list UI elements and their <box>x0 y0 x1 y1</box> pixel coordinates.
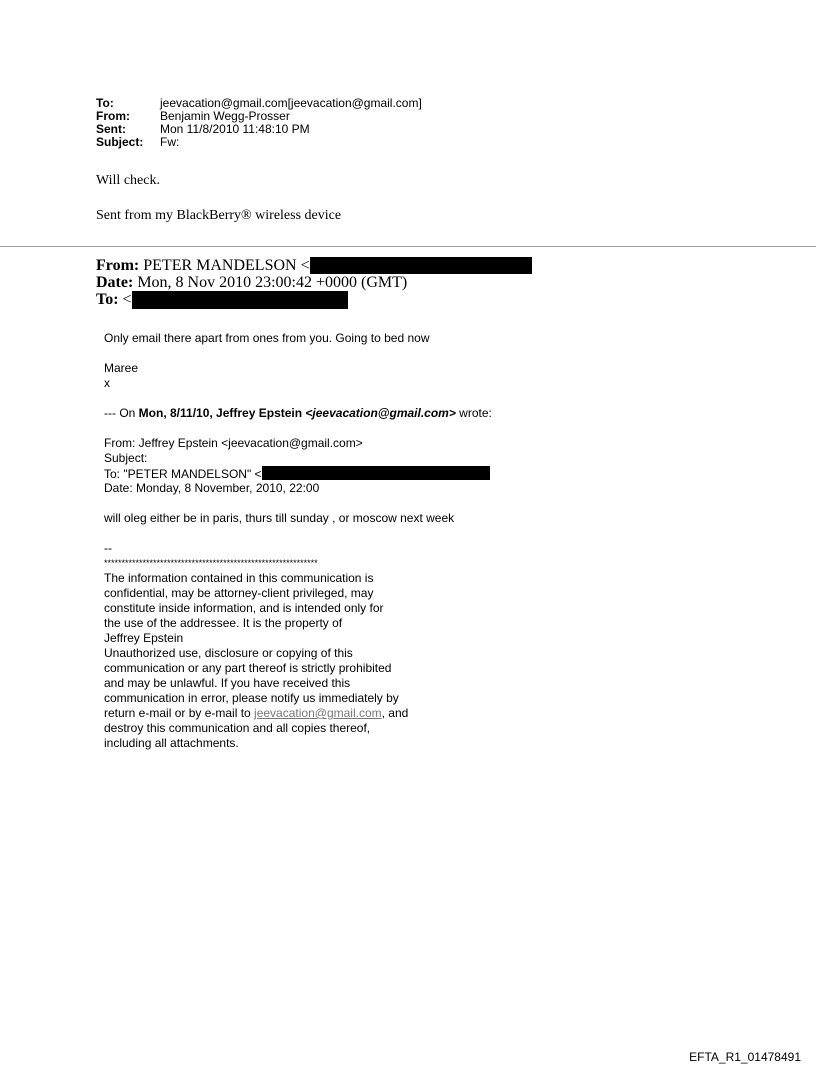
forwarded-body <box>104 331 704 751</box>
sent-label: Sent: <box>96 122 126 136</box>
sent-value: Mon 11/8/2010 11:48:10 PM <box>160 122 310 136</box>
quoted-to-line <box>104 466 704 481</box>
quote-intro-prefix: --- On <box>104 406 139 420</box>
signature-stars: ************************************************************* <box>104 558 318 568</box>
disclaimer-return-line <box>104 706 704 721</box>
email-link[interactable]: jeevacation@gmail.com <box>254 706 382 720</box>
quoted-to: To: "PETER MANDELSON" < <box>104 467 262 481</box>
subject-value: Fw: <box>160 135 180 149</box>
forwarded-date-row <box>96 274 532 291</box>
reply-text: Will check. <box>96 173 160 188</box>
disclaimer-line: including all attachments. <box>104 736 239 750</box>
forwarded-header <box>96 257 532 308</box>
reply-signature: Sent from my BlackBerry® wireless device <box>96 208 342 223</box>
subject-label: Subject: <box>96 135 144 149</box>
disclaimer-line: communication or any part thereof is strictly prohibited <box>104 661 392 675</box>
return-suffix: , and <box>381 706 409 720</box>
disclaimer-line: confidential, may be attorney-client privileged, may <box>104 586 374 600</box>
forwarded-date-value: Mon, 8 Nov 2010 23:00:42 +0000 (GMT) <box>137 274 408 291</box>
message-line: Only email there apart from ones from you. Going to bed now <box>104 331 430 345</box>
quote-intro-suffix: wrote: <box>455 406 492 420</box>
quote-intro-email: <jeevacation@gmail.com> <box>305 406 456 420</box>
quoted-message: will oleg either be in paris, thurs till sunday , or moscow next week <box>104 511 455 525</box>
forwarded-from-label: From: <box>96 257 140 274</box>
disclaimer-line: Jeffrey Epstein <box>104 631 184 645</box>
reply-message <box>96 172 341 224</box>
separator-line <box>0 246 816 247</box>
redaction-box <box>262 466 490 480</box>
redaction-box <box>132 291 348 309</box>
forwarded-from-row <box>96 257 532 274</box>
quote-intro-author: Mon, 8/11/10, Jeffrey Epstein <box>138 406 306 420</box>
from-label: From: <box>96 109 130 123</box>
header-subject-row <box>96 136 422 149</box>
disclaimer-line: The information contained in this communication is <box>104 571 374 585</box>
disclaimer-line: the use of the addressee. It is the property of <box>104 616 343 630</box>
disclaimer-line: Unauthorized use, disclosure or copying of this <box>104 646 353 660</box>
message-name: Maree <box>104 361 139 375</box>
forwarded-to-label: To: <box>96 291 119 308</box>
forwarded-from-value: PETER MANDELSON < <box>143 257 310 274</box>
signature-dash: -- <box>104 541 112 555</box>
from-value: Benjamin Wegg-Prosser <box>160 109 290 123</box>
to-value: jeevacation@gmail.com[jeevacation@gmail.com] <box>160 96 422 110</box>
header-sent-row <box>96 123 422 136</box>
message-kiss: x <box>104 376 110 390</box>
document-id: EFTA_R1_01478491 <box>689 1050 801 1064</box>
disclaimer-line: constitute inside information, and is intended only for <box>104 601 384 615</box>
return-prefix: return e-mail or by e-mail to <box>104 706 255 720</box>
forwarded-date-label: Date: <box>96 274 134 291</box>
disclaimer-line: destroy this communication and all copies thereof, <box>104 721 371 735</box>
quote-intro-line <box>104 406 704 421</box>
quoted-date: Date: Monday, 8 November, 2010, 22:00 <box>104 481 320 495</box>
quoted-subject: Subject: <box>104 451 148 465</box>
quoted-from: From: Jeffrey Epstein <jeevacation@gmail.com> <box>104 436 363 450</box>
forwarded-to-value: < <box>122 291 132 308</box>
disclaimer-line: and may be unlawful. If you have received this <box>104 676 351 690</box>
to-label: To: <box>96 96 114 110</box>
disclaimer-line: communication in error, please notify us immediately by <box>104 691 399 705</box>
redaction-box <box>310 257 532 274</box>
forwarded-to-row <box>96 291 532 308</box>
email-header <box>96 97 422 149</box>
